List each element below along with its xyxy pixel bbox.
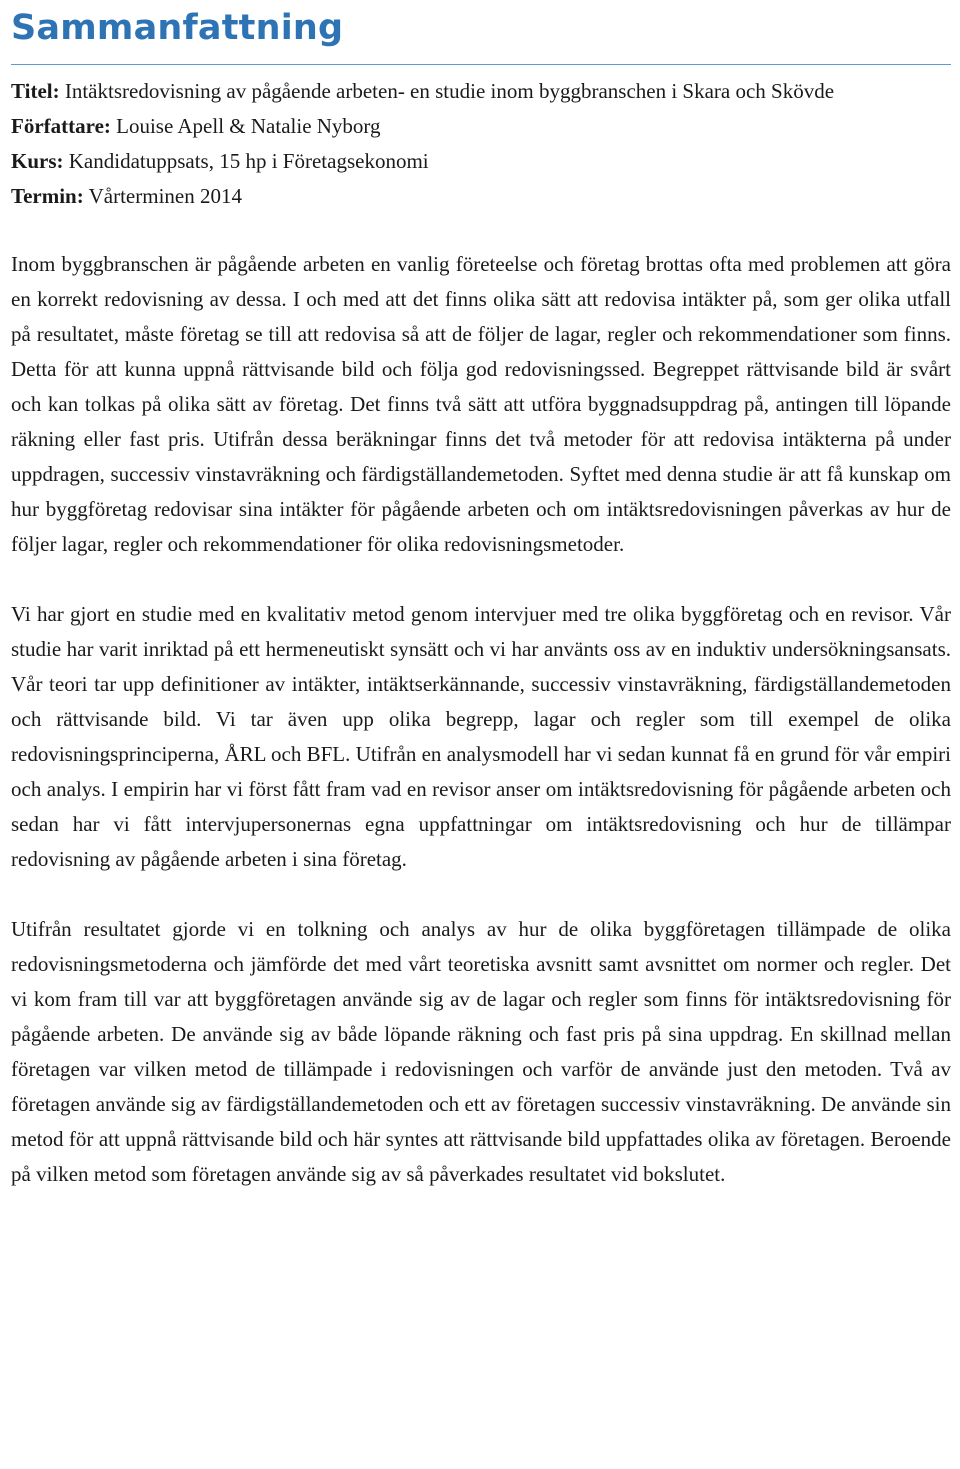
meta-authors-key: Författare: xyxy=(11,114,111,138)
meta-term xyxy=(11,179,951,214)
heading-underline xyxy=(11,64,951,65)
metadata-block xyxy=(11,74,951,214)
section-heading: Sammanfattning xyxy=(11,8,344,48)
summary-paragraph-2: Vi har gjort en studie med en kvalitativ metod genom intervjuer med tre olika byggföretag och en revisor. Vår studie har varit inriktad på ett hermeneutiskt synsätt och vi har använts oss av en induktiv undersökningsansats. Vår teori tar upp definitioner av intäkter, intäktserkännande, successiv vinstavräkning, färdigställandemetoden och rättvisande bild. Vi tar även upp olika begrepp, lagar och regler som till exempel de olika redovisningsprinciperna, ÅRL och BFL. Utifrån en analysmodell har vi sedan kunnat få en grund för vår empiri och analys. I empirin har vi först fått fram vad en revisor anser om intäktsredovisning för pågående arbeten och sedan har vi fått intervjupersonernas egna uppfattningar om intäktsredovisning och hur de tillämpar redovisning av pågående arbeten i sina företag. xyxy=(11,602,951,871)
summary-paragraph-3: Utifrån resultatet gjorde vi en tolkning och analys av hur de olika byggföretagen tillämpade de olika redovisningsmetoderna och jämförde det med vårt teoretiska avsnitt samt avsnittet om normer och regler. Det vi kom fram till var att byggföretagen använde sig av de lagar och regler som finns för intäktsredovisning för pågående arbeten. De använde sig av både löpande räkning och fast pris på sina uppdrag. En skillnad mellan företagen var vilken metod de tillämpade i redovisningen och varför de använde just den metoden. Två av företagen använde sig av färdigställandemetoden och ett av företagen successiv vinstavräkning. De använde sin metod för att uppnå rättvisande bild och här syntes att rättvisande bild uppfattades olika av företagen. Beroende på vilken metod som företagen använde sig av så påverkades resultatet vid bokslutet. xyxy=(11,917,951,1186)
meta-authors-value: Louise Apell & Natalie Nyborg xyxy=(110,114,381,138)
meta-title-key: Titel: xyxy=(11,79,60,103)
meta-course xyxy=(11,144,951,179)
summary-paragraph-1: Inom byggbranschen är pågående arbeten en vanlig företeelse och företag brottas ofta med problemen att göra en korrekt redovisning av dessa. I och med att det finns olika sätt att redovisa intäkter på, som ger olika utfall på resultatet, måste företag se till att redovisa så att de följer de lagar, regler och rekommendationer som finns. Detta för att kunna uppnå rättvisande bild och följa god redovisningssed. Begreppet rättvisande bild är svårt och kan tolkas på olika sätt av företag. Det finns två sätt att utföra byggnadsuppdrag på, antingen till löpande räkning eller fast pris. Utifrån dessa beräkningar finns det två metoder för att redovisa intäkterna på under uppdragen, successiv vinstavräkning och färdigställandemetoden. Syftet med denna studie är att få kunskap om hur byggföretag redovisar sina intäkter för pågående arbeten och om intäktsredovisningen påverkas av hur de följer lagar, regler och rekommendationer för olika redovisningsmetoder. xyxy=(11,252,951,556)
meta-authors xyxy=(11,109,951,144)
meta-course-key: Kurs: xyxy=(11,149,64,173)
meta-course-value: Kandidatuppsats, 15 hp i Företagsekonomi xyxy=(63,149,429,173)
meta-title-value: Intäktsredovisning av pågående arbeten- en studie inom byggbranschen i Skara och Skövde xyxy=(59,79,835,103)
meta-title xyxy=(11,74,951,109)
document-page xyxy=(11,0,951,1192)
meta-term-value: Vårterminen 2014 xyxy=(83,184,242,208)
meta-term-key: Termin: xyxy=(11,184,84,208)
